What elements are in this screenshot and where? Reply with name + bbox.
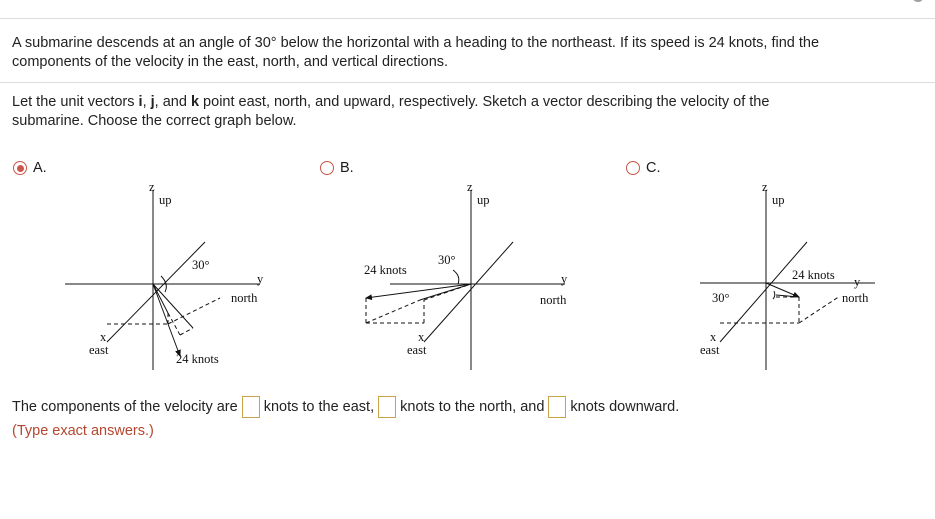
graph-a-angle-label: 30° bbox=[192, 258, 210, 272]
graph-b bbox=[360, 180, 620, 380]
question-line-1: A submarine descends at an angle of 30° below the horizontal with a heading to the northeast. If its speed is 24 knots, find the bbox=[12, 35, 820, 51]
question-text bbox=[12, 34, 819, 72]
radio-option-a[interactable] bbox=[13, 161, 27, 175]
instruction-line-1: Let the unit vectors i, j, and k point east, north, and upward, respectively. Sketch a vector describing the velocity of the bbox=[12, 94, 770, 110]
graph-b-y-label: y bbox=[561, 272, 568, 286]
settings-gear-icon[interactable] bbox=[906, 0, 930, 6]
graph-c-z-label: z bbox=[762, 180, 768, 194]
downward-component-input[interactable] bbox=[548, 396, 566, 418]
graph-c-angle-label: 30° bbox=[712, 291, 730, 305]
graph-c-speed-label: 24 knots bbox=[792, 268, 835, 282]
graph-c bbox=[670, 180, 930, 380]
graph-b-z-label: z bbox=[467, 180, 473, 194]
question-line-2: components of the velocity in the east, north, and vertical directions. bbox=[12, 54, 449, 70]
option-c-label: C. bbox=[646, 160, 661, 176]
graph-a-north-label: north bbox=[231, 291, 258, 305]
answer-east-text: knots to the east, bbox=[263, 399, 375, 415]
graph-c-y-label: y bbox=[854, 275, 861, 289]
answer-north-text: knots to the north, and bbox=[400, 399, 545, 415]
question-divider bbox=[0, 82, 935, 83]
answer-line bbox=[12, 396, 679, 418]
radio-selected-dot bbox=[17, 165, 24, 172]
instruction-text bbox=[12, 93, 769, 131]
graph-b-speed-label: 24 knots bbox=[364, 263, 407, 277]
radio-option-c[interactable] bbox=[626, 161, 640, 175]
top-divider bbox=[0, 18, 935, 19]
graph-b-north-label: north bbox=[540, 293, 567, 307]
unit-vector-j: j bbox=[150, 94, 155, 110]
graph-b-east-label: east bbox=[407, 343, 427, 357]
option-a-label: A. bbox=[33, 160, 47, 176]
option-b-label: B. bbox=[340, 160, 354, 176]
graph-a bbox=[60, 180, 320, 380]
unit-vector-k: k bbox=[190, 94, 200, 110]
north-component-input[interactable] bbox=[378, 396, 396, 418]
graph-b-x-label: x bbox=[418, 330, 425, 344]
radio-option-b[interactable] bbox=[320, 161, 334, 175]
option-c[interactable] bbox=[626, 160, 661, 176]
graph-b-angle-label: 30° bbox=[438, 253, 456, 267]
graph-c-east-label: east bbox=[700, 343, 720, 357]
unit-vector-i: i bbox=[138, 94, 143, 110]
graph-c-up-label: up bbox=[772, 193, 785, 207]
graph-c-x-label: x bbox=[710, 330, 717, 344]
answer-prefix: The components of the velocity are bbox=[12, 399, 238, 415]
answer-down-text: knots downward. bbox=[570, 399, 680, 415]
east-component-input[interactable] bbox=[242, 396, 260, 418]
graph-a-y-label: y bbox=[257, 272, 264, 286]
graph-c-north-label: north bbox=[842, 291, 869, 305]
graph-a-speed-label: 24 knots bbox=[176, 352, 219, 366]
answer-hint: (Type exact answers.) bbox=[12, 423, 154, 439]
graph-a-up-label: up bbox=[159, 193, 172, 207]
graph-a-x-label: x bbox=[100, 330, 107, 344]
option-b[interactable] bbox=[320, 160, 354, 176]
graph-b-up-label: up bbox=[477, 193, 490, 207]
option-a[interactable] bbox=[13, 160, 47, 176]
graph-a-z-label: z bbox=[149, 180, 155, 194]
instruction-line-2: submarine. Choose the correct graph below. bbox=[12, 113, 297, 129]
graph-a-east-label: east bbox=[89, 343, 109, 357]
